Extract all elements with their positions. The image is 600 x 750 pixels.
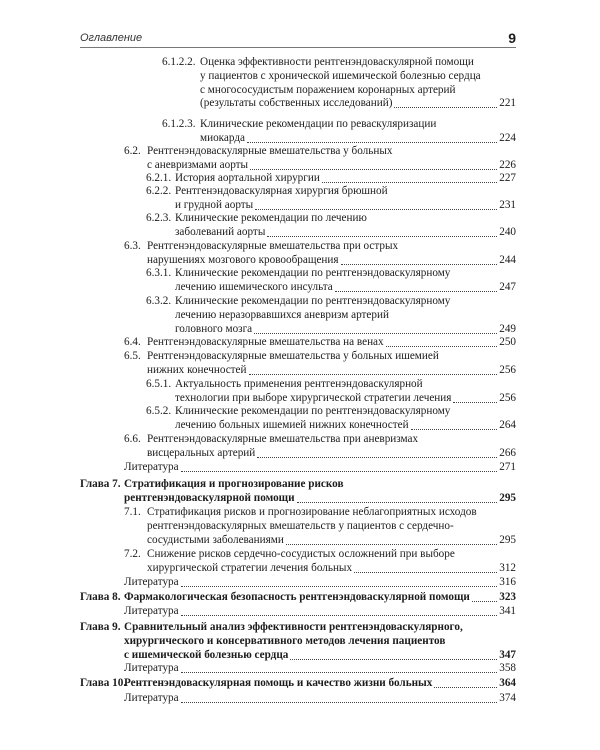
- dot-leader: [247, 142, 497, 143]
- dot-leader: [386, 346, 498, 347]
- toc-entry-leader-row: [175, 199, 516, 212]
- toc-entry-title-line: Литература: [124, 662, 179, 674]
- toc-entry-title-line: хирургической стратегии лечения больных: [147, 561, 353, 574]
- dot-leader: [411, 429, 498, 430]
- toc-entry-page: 264: [499, 418, 516, 431]
- toc-entry-leader-row: [175, 392, 516, 405]
- toc-entry-title-line: (результаты собственных исследований): [200, 97, 393, 110]
- toc-entry-number: 6.5.1.: [146, 378, 172, 390]
- toc-entry-leader-row: [147, 336, 516, 349]
- toc-entry-leader-row: [175, 419, 516, 432]
- toc-entry-title-line: Снижение рисков сердечно-сосудистых осложнений при выборе: [147, 548, 455, 560]
- toc-entry-title-line: Рентгенэндоваскулярные вмешательства у больных ишемией: [147, 350, 439, 362]
- toc-entry-title-line: Клинические рекомендации по рентгенэндоваскулярному: [175, 405, 451, 417]
- toc-entry-leader-row: [147, 254, 516, 267]
- toc-entry-title-line: Рентгенэндоваскулярные вмешательства на венах: [147, 336, 384, 348]
- toc-entry-title-line: Рентгенэндоваскулярные вмешательства при аневризмах: [147, 433, 419, 445]
- toc-entry-page: 224: [499, 131, 516, 144]
- toc-entry-leader-row: [124, 605, 516, 618]
- toc-entry-title-line: лечению неразорвавшихся аневризм артерий: [175, 308, 389, 321]
- toc-entry-title-line: головного мозга: [175, 322, 253, 335]
- dot-leader: [472, 601, 497, 602]
- toc-entry-title-line: и грудной аорты: [175, 198, 254, 211]
- toc-entry-number: 6.3.: [124, 240, 141, 252]
- toc-entry-number: 6.2.2.: [146, 185, 172, 197]
- toc-entry-title-line: нарушениях мозгового кровообращения: [147, 253, 339, 266]
- toc-entry-title-line: Рентгенэндоваскулярные вмешательства при острых: [147, 240, 399, 252]
- toc-entry-number: Глава 7.: [80, 478, 121, 490]
- toc-entry-page: 364: [499, 677, 516, 689]
- toc-entry-title-line: у пациентов с хронической ишемической болезнью сердца: [200, 69, 481, 82]
- toc-entry-leader-row: [124, 662, 516, 675]
- toc-entry-leader-row: [147, 364, 516, 377]
- toc-entry-number: 6.2.3.: [146, 212, 172, 224]
- dot-leader: [255, 209, 497, 210]
- section-title: Оглавление: [80, 32, 143, 44]
- toc-entry-page: 374: [499, 692, 516, 704]
- toc-entry-title-line: сосудистыми заболеваниями: [147, 533, 284, 546]
- toc-entry-number: 6.3.1.: [146, 267, 172, 279]
- toc-entry-title-line: Литература: [124, 605, 179, 617]
- toc-entry-title-line: с ишемической болезнью сердца: [124, 648, 289, 661]
- toc-entry-number: 6.2.1.: [146, 172, 172, 184]
- toc-entry-page: 295: [499, 533, 516, 546]
- toc-entry-title-line: с аневризмами аорты: [147, 158, 249, 171]
- dot-leader: [181, 615, 498, 616]
- toc-entry-title-line: Актуальность применения рентгенэндоваскулярной: [175, 378, 423, 390]
- toc-entry-title-line: лечению больных ишемией нижних конечностей: [175, 418, 409, 431]
- toc-entry-leader-row: [200, 97, 516, 110]
- toc-entry-leader-row: [147, 562, 516, 575]
- toc-entry-title-line: Рентгенэндоваскулярная хирургия брюшной: [175, 185, 388, 197]
- dot-leader: [257, 457, 497, 458]
- toc-entry-page: 295: [499, 491, 516, 504]
- toc-entry-page: 271: [499, 461, 516, 473]
- toc-entry-title-line: Клинические рекомендации по рентгенэндоваскулярному: [175, 267, 451, 279]
- toc-entry-leader-row: [124, 461, 516, 474]
- toc-entry-page: 316: [499, 576, 516, 588]
- toc-entry-page: 226: [499, 158, 516, 171]
- dot-leader: [453, 402, 497, 403]
- toc-entry-number: 6.1.2.2.: [162, 56, 196, 68]
- toc-entry-page: 244: [499, 253, 516, 266]
- toc-entry-leader-row: [175, 172, 516, 185]
- toc-entry-page: 256: [499, 391, 516, 404]
- toc-entry-title-line: Фармакологическая безопасность рентгенэндоваскулярной помощи: [124, 591, 470, 603]
- toc-entry-title-line: Рентгенэндоваскулярные вмешательства у больных: [147, 145, 393, 157]
- toc-entry-title-line: Оценка эффективности рентгенэндоваскулярной помощи: [200, 56, 474, 68]
- toc-entry-number: Глава 9.: [80, 621, 121, 633]
- toc-entry-number: 6.5.: [124, 350, 141, 362]
- dot-leader: [290, 659, 497, 660]
- header-rule: [80, 47, 516, 48]
- toc-entry-title-line: Сравнительный анализ эффективности рентгенэндоваскулярного,: [124, 621, 463, 633]
- toc-entry-title-line: Литература: [124, 576, 179, 588]
- toc-entry-page: 347: [499, 648, 516, 661]
- toc-entry-page: 249: [499, 322, 516, 335]
- toc-entry-leader-row: [124, 492, 516, 505]
- toc-entry-title-line: рентгенэндоваскулярных вмешательств у пациентов с сердечно-: [147, 519, 454, 532]
- toc-entry-page: 247: [499, 280, 516, 293]
- toc-entry-title-line: заболеваний аорты: [175, 225, 266, 238]
- toc-entry-page: 266: [499, 446, 516, 459]
- toc-entry-page: 231: [499, 198, 516, 211]
- dot-leader: [249, 374, 498, 375]
- dot-leader: [181, 586, 498, 587]
- toc-entry-title-line: Клинические рекомендации по рентгенэндоваскулярному: [175, 295, 451, 307]
- toc-entry-leader-row: [124, 591, 516, 604]
- toc-entry-title-line: миокарда: [200, 131, 245, 144]
- page-number: 9: [508, 30, 516, 46]
- dot-leader: [322, 182, 497, 183]
- toc-entry-leader-row: [124, 677, 516, 690]
- toc-entry-title-line: висцеральных артерий: [147, 446, 256, 459]
- toc-entry-title-line: технологии при выборе хирургической стратегии лечения: [175, 391, 452, 404]
- toc-entry-leader-row: [200, 132, 516, 145]
- toc-entry-page: 250: [499, 336, 516, 348]
- dot-leader: [286, 544, 497, 545]
- toc-entry-number: Глава 8.: [80, 591, 121, 603]
- toc-entry-number: 7.2.: [124, 548, 141, 560]
- toc-entry-number: 6.3.2.: [146, 295, 172, 307]
- toc-entry-number: Глава 10.: [80, 677, 127, 689]
- toc-entry-title-line: рентгенэндоваскулярной помощи: [124, 491, 295, 504]
- toc-entry-title-line: нижних конечностей: [147, 363, 247, 376]
- toc-entry-page: 312: [499, 561, 516, 574]
- toc-entry-title-line: Клинические рекомендации по лечению: [175, 212, 367, 224]
- toc-entry-leader-row: [124, 576, 516, 589]
- toc-entry-leader-row: [175, 281, 516, 294]
- running-header: [80, 30, 516, 46]
- toc-entry-leader-row: [147, 447, 516, 460]
- toc-entry-title-line: Клинические рекомендации по реваскуляризации: [200, 118, 437, 130]
- toc-entry-title-line: Литература: [124, 461, 179, 473]
- toc-entry-title-line: Стратификация и прогнозирование рисков: [124, 478, 344, 490]
- dot-leader: [250, 169, 497, 170]
- toc-entry-number: 7.1.: [124, 506, 141, 518]
- toc-entry-leader-row: [147, 159, 516, 172]
- toc-entry-page: 256: [499, 363, 516, 376]
- toc-entry-title-line: Стратификация рисков и прогнозирование неблагоприятных исходов: [147, 506, 477, 518]
- dot-leader: [297, 502, 498, 503]
- toc-entry-title-line: История аортальной хирургии: [175, 172, 320, 184]
- toc-entry-page: 341: [499, 605, 516, 617]
- toc-entry-number: 6.5.2.: [146, 405, 172, 417]
- dot-leader: [181, 702, 498, 703]
- toc-entry-title-line: Рентгенэндоваскулярная помощь и качество жизни больных: [124, 677, 433, 689]
- toc-entry-title-line: хирургического и консервативного методов лечения пациентов: [124, 634, 446, 647]
- dot-leader: [181, 471, 498, 472]
- toc-entry-leader-row: [124, 692, 516, 705]
- toc-entry-page: 358: [499, 662, 516, 674]
- dot-leader: [335, 291, 497, 292]
- toc-entry-number: 6.4.: [124, 336, 141, 348]
- toc-entry-number: 6.2.: [124, 145, 141, 157]
- toc-entry-page: 323: [499, 591, 516, 603]
- toc-entry-leader-row: [175, 226, 516, 239]
- dot-leader: [354, 572, 497, 573]
- toc-entry-number: 6.1.2.3.: [162, 118, 196, 130]
- toc-entry-leader-row: [147, 534, 516, 547]
- toc-entry-number: 6.6.: [124, 433, 141, 445]
- dot-leader: [434, 687, 497, 688]
- toc-entry-page: 240: [499, 225, 516, 238]
- dot-leader: [254, 333, 497, 334]
- toc-entry-page: 227: [499, 172, 516, 184]
- toc-entry-title-line: Литература: [124, 692, 179, 704]
- toc-entry-title-line: с многососудистым поражением коронарных артерий: [200, 83, 456, 96]
- toc-entry-page: 221: [499, 97, 516, 110]
- dot-leader: [341, 264, 498, 265]
- dot-leader: [394, 107, 497, 108]
- dot-leader: [267, 236, 497, 237]
- toc-entry-leader-row: [175, 323, 516, 336]
- toc-entry-title-line: лечению ишемического инсульта: [175, 280, 333, 293]
- toc-entry-leader-row: [124, 649, 516, 662]
- dot-leader: [181, 672, 498, 673]
